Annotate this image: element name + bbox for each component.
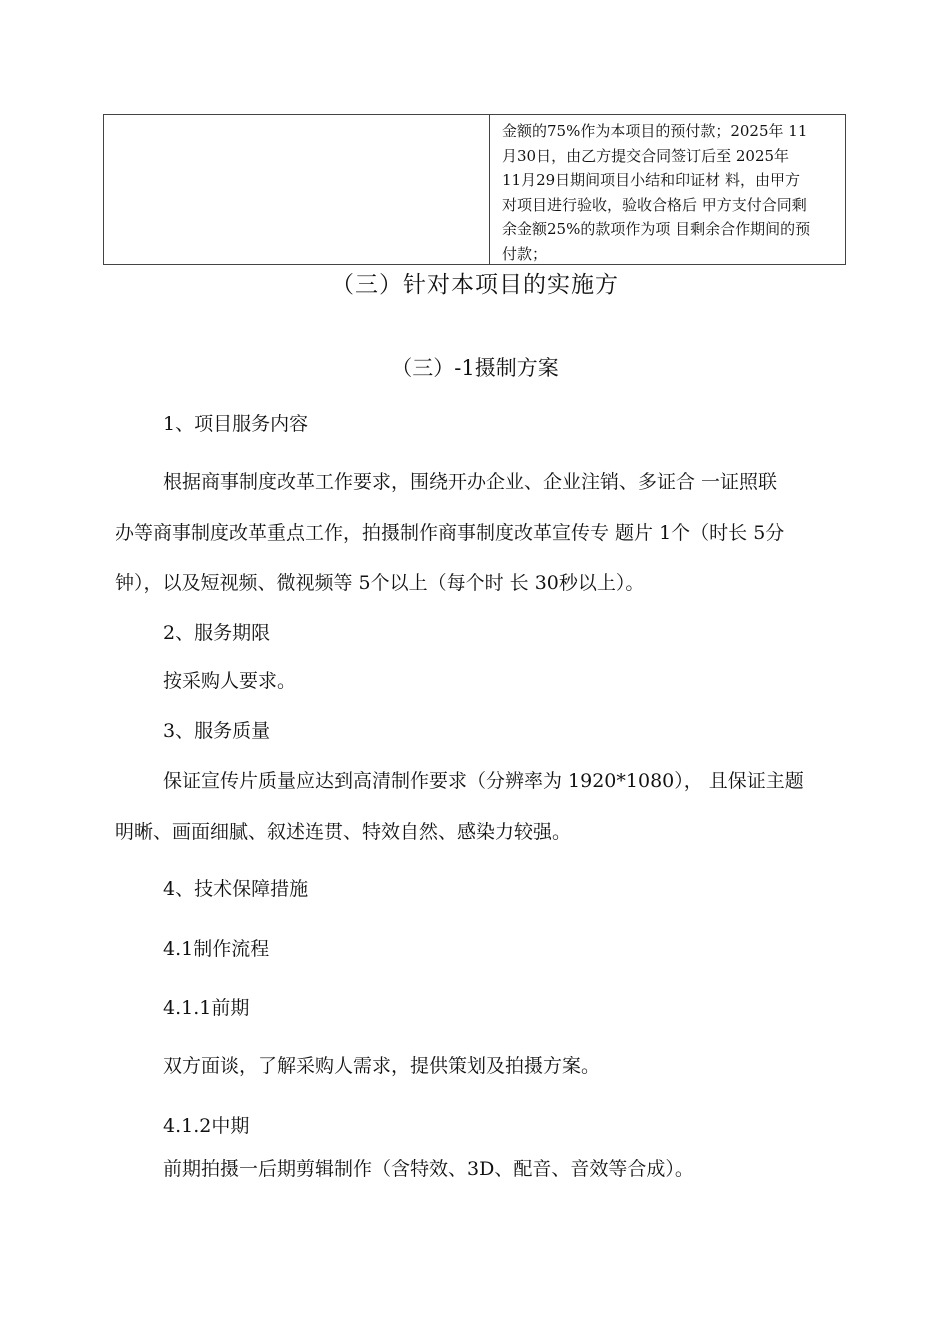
table-cell-line: 月30日，由乙方提交合同签订后至 2025年 <box>502 146 790 165</box>
paragraph-line: 按采购人要求。 <box>163 670 297 692</box>
item-title-service-quality: 3、服务质量 <box>163 720 271 742</box>
paragraph-line: 保证宣传片质量应达到高清制作要求（分辨率为 1920*1080）， 且保证主题 <box>163 770 804 792</box>
table-cell-line: 对项目进行验收，验收合格后 甲方支付合同剩 <box>502 195 807 214</box>
paragraph-line: 前期拍摄一后期剪辑制作（含特效、3D、配音、音效等合成）。 <box>163 1158 694 1180</box>
item-title-service-content: 1、项目服务内容 <box>163 413 309 435</box>
table-cell-empty <box>104 115 490 264</box>
table-cell-line: 11月29日期间项目小结和印证材 料，由甲方 <box>502 171 800 189</box>
table-cell-payment-terms <box>490 115 845 264</box>
table-fragment <box>103 114 846 265</box>
item-title-pre-production: 4.1.1前期 <box>163 997 250 1019</box>
paragraph-line: 根据商事制度改革工作要求，围绕开办企业、企业注销、多证合 一证照联 <box>163 471 778 493</box>
table-cell-line: 余金额25%的款项作为项 目剩余合作期间的预 <box>502 220 811 238</box>
subsection-heading: （三）-1摄制方案 <box>391 356 559 380</box>
table-cell-line: 付款； <box>502 244 548 263</box>
paragraph-line: 办等商事制度改革重点工作，拍摄制作商事制度改革宣传专 题片 1个（时长 5分 <box>115 522 785 544</box>
table-cell-line: 金额的75%作为本项目的预付款；2025年 11 <box>502 122 808 140</box>
item-title-technical-measures: 4、技术保障措施 <box>163 878 309 900</box>
item-title-mid-production: 4.1.2中期 <box>163 1115 250 1137</box>
paragraph-line: 双方面谈，了解采购人需求，提供策划及拍摄方案。 <box>163 1055 601 1077</box>
section-heading: （三）针对本项目的实施方 <box>331 272 619 298</box>
item-title-production-flow: 4.1制作流程 <box>163 938 270 960</box>
item-title-service-period: 2、服务期限 <box>163 622 271 644</box>
paragraph-line: 明晰、画面细腻、叙述连贯、特效自然、感染力较强。 <box>115 821 572 843</box>
paragraph-line: 钟），以及短视频、微视频等 5个以上（每个时 长 30秒以上）。 <box>115 572 645 594</box>
